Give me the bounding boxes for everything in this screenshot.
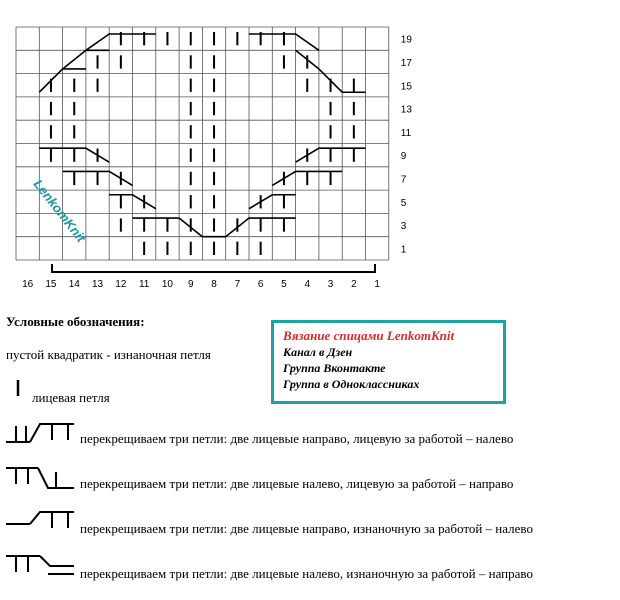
column-number: 16 [22, 279, 34, 290]
legend-title: Условные обозначения: [6, 314, 145, 329]
cross-right-purl-symbol [4, 510, 76, 532]
row-labels [401, 35, 413, 256]
row-number: 13 [400, 104, 412, 116]
knit-stitch-symbol [14, 380, 22, 398]
row-number: 9 [400, 151, 407, 163]
column-number: 9 [187, 279, 194, 290]
column-number: 8 [211, 279, 217, 290]
column-number: 3 [327, 279, 334, 290]
column-number: 11 [138, 279, 150, 290]
column-number: 14 [68, 279, 80, 290]
row-number: 3 [400, 221, 407, 233]
column-number: 1 [374, 279, 380, 290]
legend-knit-text: лицевая петля [32, 390, 110, 405]
info-title: Вязание спицами LenkomKnit [283, 328, 455, 343]
column-number: 2 [351, 279, 357, 290]
row-number: 7 [400, 174, 407, 186]
legend-cross3-text: перекрещиваем три петли: две лицевые направо, изнаночную за работой – налево [80, 521, 533, 536]
column-labels [22, 279, 380, 290]
cross-left-knit-symbol [4, 466, 76, 490]
info-link-vk[interactable]: Группа Вконтакте [283, 361, 386, 375]
column-number: 15 [45, 279, 57, 290]
cross-right-knit-symbol [4, 422, 76, 444]
cross-left-purl-symbol [4, 554, 76, 578]
legend-cross4-text: перекрещиваем три петли: две лицевые налево, изнаночную за работой – направо [80, 566, 533, 581]
column-number: 12 [115, 279, 127, 290]
row-number: 1 [400, 244, 407, 256]
info-box [271, 320, 506, 404]
column-number: 6 [257, 279, 264, 290]
row-number: 19 [400, 34, 412, 46]
row-number: 17 [400, 57, 412, 69]
legend-purl-text: пустой квадратик - изнаночная петля [6, 347, 211, 362]
row-number: 5 [400, 197, 407, 209]
column-number: 13 [91, 279, 104, 290]
watermark-text: LenkomKnit [30, 176, 89, 246]
row-number: 15 [400, 81, 412, 93]
info-link-ok[interactable]: Группа в Одноклассниках [283, 377, 420, 391]
legend-cross1-text: перекрещиваем три петли: две лицевые направо, лицевую за работой – налево [80, 431, 514, 446]
column-number: 4 [304, 279, 311, 290]
column-number: 5 [281, 279, 287, 290]
row-number: 11 [400, 127, 412, 139]
column-number: 7 [234, 279, 241, 290]
column-number: 10 [161, 279, 174, 290]
info-link-dzen[interactable]: Канал в Дзен [283, 345, 353, 359]
repeat-bracket [52, 264, 375, 272]
legend-cross2-text: перекрещиваем три петли: две лицевые налево, лицевую за работой – направо [80, 476, 514, 491]
